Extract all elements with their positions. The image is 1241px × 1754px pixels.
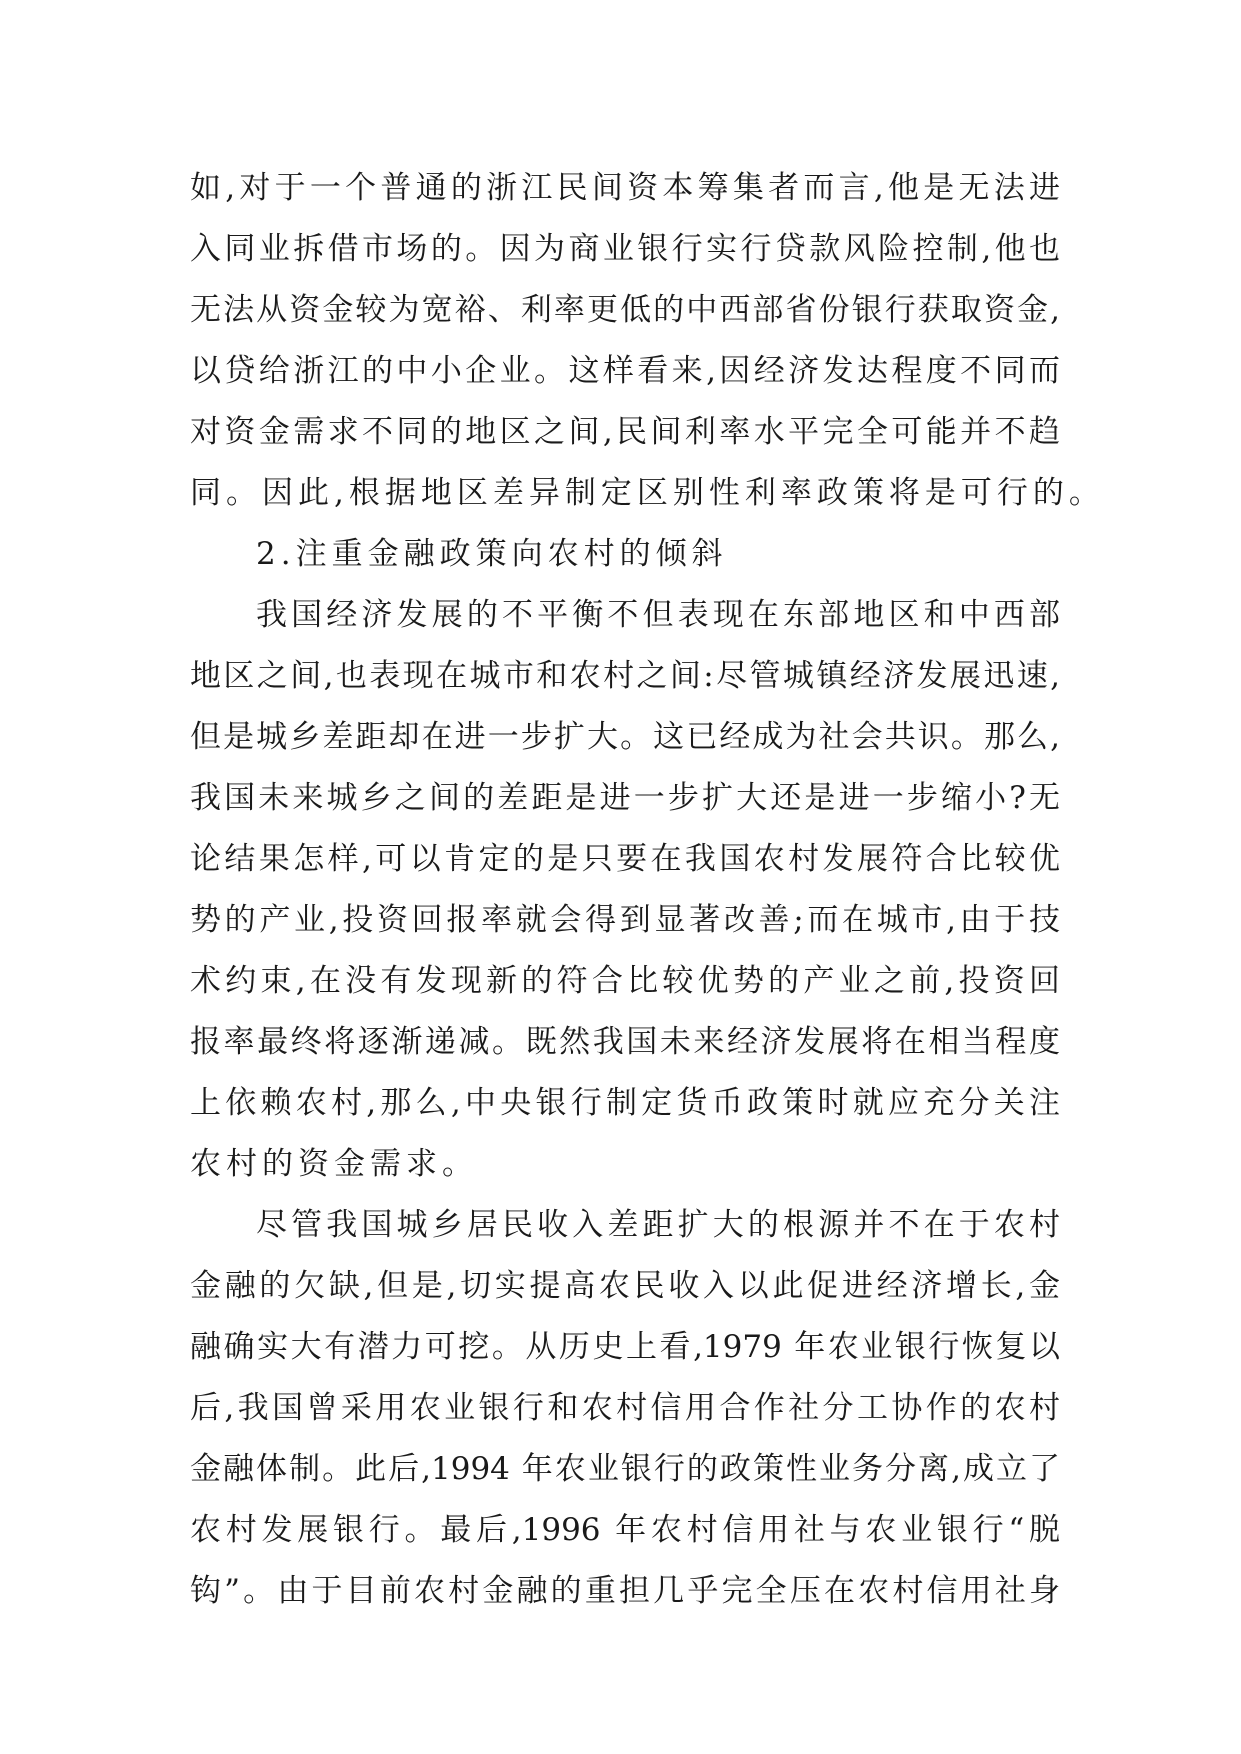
paragraph-line: 我国经济发展的不平衡不但表现在东部地区和中西部 — [256, 597, 1060, 633]
paragraph-line: 金融的欠缺,但是,切实提高农民收入以此促进经济增长,金 — [190, 1268, 1060, 1304]
paragraph-line: 融确实大有潜力可挖。从历史上看,1979 年农业银行恢复以 — [190, 1329, 1060, 1365]
paragraph-line: 无法从资金较为宽裕、利率更低的中西部省份银行获取资金, — [190, 292, 1060, 328]
paragraph-line: 如,对于一个普通的浙江民间资本筹集者而言,他是无法进 — [190, 170, 1060, 206]
paragraph-line: 农村的资金需求。 — [190, 1146, 478, 1182]
paragraph-line: 对资金需求不同的地区之间,民间利率水平完全可能并不趋 — [190, 414, 1060, 450]
section-heading: 2.注重金融政策向农村的倾斜 — [256, 536, 728, 572]
paragraph-line: 农村发展银行。最后,1996 年农村信用社与农业银行“脱 — [190, 1512, 1060, 1548]
paragraph-line: 以贷给浙江的中小企业。这样看来,因经济发达程度不同而 — [190, 353, 1060, 389]
paragraph-line: 地区之间,也表现在城市和农村之间:尽管城镇经济发展迅速, — [190, 658, 1060, 694]
paragraph-line: 钩”。由于目前农村金融的重担几乎完全压在农村信用社身 — [190, 1573, 1060, 1609]
paragraph-line: 同。因此,根据地区差异制定区别性利率政策将是可行的。 — [190, 475, 1105, 511]
body-text — [190, 158, 1105, 1622]
paragraph-line: 后,我国曾采用农业银行和农村信用合作社分工协作的农村 — [190, 1390, 1060, 1426]
paragraph-line: 金融体制。此后,1994 年农业银行的政策性业务分离,成立了 — [190, 1451, 1060, 1487]
paragraph-line: 我国未来城乡之间的差距是进一步扩大还是进一步缩小?无 — [190, 780, 1060, 816]
paragraph-line: 入同业拆借市场的。因为商业银行实行贷款风险控制,他也 — [190, 231, 1060, 267]
paragraph-line: 势的产业,投资回报率就会得到显著改善;而在城市,由于技 — [190, 902, 1060, 938]
paragraph-line: 但是城乡差距却在进一步扩大。这已经成为社会共识。那么, — [190, 719, 1060, 755]
paragraph-line: 论结果怎样,可以肯定的是只要在我国农村发展符合比较优 — [190, 841, 1060, 877]
paragraph-line: 尽管我国城乡居民收入差距扩大的根源并不在于农村 — [256, 1207, 1060, 1243]
paragraph-line: 术约束,在没有发现新的符合比较优势的产业之前,投资回 — [190, 963, 1060, 999]
paragraph-line: 报率最终将逐渐递减。既然我国未来经济发展将在相当程度 — [190, 1024, 1060, 1060]
paragraph-line: 上依赖农村,那么,中央银行制定货币政策时就应充分关注 — [190, 1085, 1060, 1121]
